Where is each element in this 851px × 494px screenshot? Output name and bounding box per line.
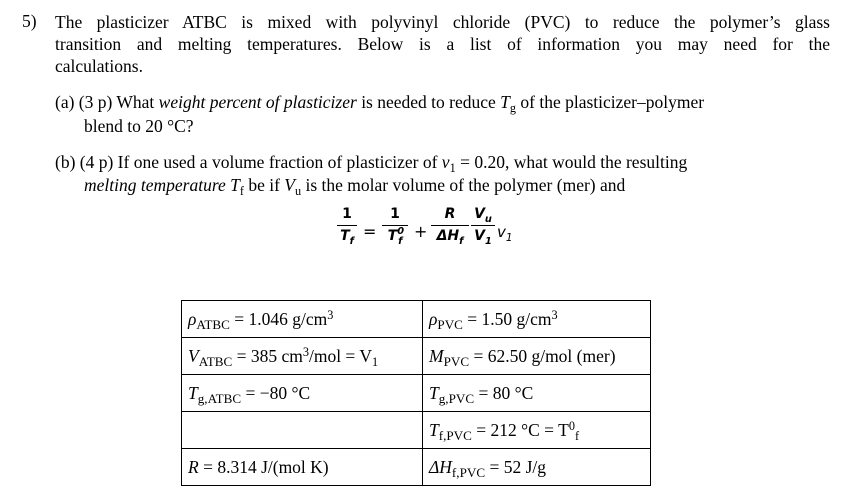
cell-value: = 1.046 g/cm — [229, 308, 328, 329]
part-a-symbol: T — [500, 92, 510, 112]
formula-lhs-num: 1 — [342, 206, 352, 222]
formula-t2-den: $\Delta H_f$ — [436, 228, 464, 247]
question-number: 5) — [22, 11, 37, 31]
cell-value: = 1.50 g/cm — [462, 308, 552, 329]
formula-term-2 — [431, 206, 469, 245]
part-a-line-1 — [55, 92, 830, 113]
part-b-line-1 — [55, 152, 687, 173]
question-intro-line-2: transition and melting temperatures. Below is a list of information you may need for the — [55, 34, 830, 54]
formula-t1-den: $T^0_f$ — [387, 226, 405, 247]
table-cell-left — [182, 449, 423, 486]
cell-superscript: 3 — [551, 307, 558, 322]
formula-t2-num: R — [444, 206, 456, 222]
cell-symbol: T — [429, 382, 439, 403]
part-a-text-end: of the plasticizer–polymer — [516, 92, 705, 112]
part-b-vu-sub: u — [295, 184, 302, 198]
formula-term-4: $v_1$ — [497, 223, 513, 244]
cell-symbol: V — [188, 345, 199, 366]
fraction-bar — [337, 225, 357, 226]
cell-tail-subscript: f — [574, 428, 580, 443]
part-a-symbol-sub: g — [509, 101, 517, 115]
cell-symbol: ΔH — [429, 456, 452, 477]
table-cell-left — [182, 375, 423, 412]
fraction-bar — [382, 225, 408, 226]
part-a-line-2: blend to 20 °C? — [84, 116, 194, 136]
formula-lhs-den: $T_f$ — [340, 228, 354, 247]
cell-subscript: PVC — [443, 353, 470, 369]
part-b-phi-value: = 0.20, what would the resulting — [455, 152, 688, 172]
part-b-label: (b) (4 p) If one used a volume fraction of plasticizer of — [55, 152, 442, 172]
formula-t1-num: 1 — [390, 206, 400, 222]
cell-value: = 62.50 g/mol (mer) — [469, 345, 616, 366]
cell-value: = 212 °C = T — [471, 419, 569, 440]
question-intro-line-3: calculations. — [55, 56, 143, 76]
cell-subscript: f,PVC — [451, 464, 486, 480]
cell-subscript: ATBC — [196, 316, 230, 332]
table-cell-left — [182, 412, 423, 449]
table-cell-right — [423, 449, 651, 486]
formula-equals: = — [363, 222, 377, 241]
cell-tail: /mol = V — [308, 345, 372, 366]
formula-lhs — [337, 206, 357, 245]
part-a-text: is needed to reduce — [356, 92, 501, 112]
melting-point-formula — [337, 206, 527, 264]
cell-value: = 385 cm — [232, 345, 303, 366]
cell-symbol: T — [429, 419, 439, 440]
cell-value: = 52 J/g — [485, 456, 546, 477]
table-cell-left — [182, 338, 423, 375]
formula-term-3 — [471, 206, 495, 245]
question-intro-line-1: The plasticizer ATBC is mixed with polyvinyl chloride (PVC) to reduce the polymer’s glass — [55, 12, 830, 32]
part-b-phi-sub: 1 — [449, 161, 456, 175]
table-cell-right — [423, 375, 651, 412]
cell-subscript: f,PVC — [438, 427, 472, 443]
data-table — [181, 300, 651, 486]
formula-term-1 — [382, 206, 408, 245]
cell-symbol: ρ — [429, 308, 438, 329]
formula-t3-num: $V_u$ — [474, 206, 492, 225]
table-row — [182, 338, 651, 375]
part-b-vu: V — [284, 175, 295, 195]
formula-plus: + — [414, 222, 428, 241]
cell-symbol: M — [429, 345, 444, 366]
cell-subscript: ATBC — [198, 353, 233, 369]
cell-superscript: 0 — [568, 418, 575, 433]
cell-value: = −80 °C — [241, 382, 311, 403]
fraction-bar — [431, 225, 469, 226]
cell-subscript: PVC — [437, 316, 463, 332]
cell-subscript: g,ATBC — [197, 390, 242, 406]
part-b-phi: v — [441, 152, 450, 172]
cell-value: = 80 °C — [474, 382, 534, 403]
part-b-text: be if — [243, 175, 285, 195]
table-row — [182, 375, 651, 412]
cell-superscript: 3 — [327, 307, 334, 322]
cell-superscript: 3 — [302, 344, 309, 359]
part-b-text-end: is the molar volume of the polymer (mer) and — [301, 175, 626, 195]
table-cell-right — [423, 301, 651, 338]
cell-symbol: ρ — [188, 308, 197, 329]
fraction-bar — [471, 225, 495, 226]
cell-tail-subscript: 1 — [372, 354, 379, 369]
formula-t3-den: $V_1$ — [474, 228, 492, 247]
cell-symbol: T — [188, 382, 198, 403]
part-a-label: (a) (3 p) What — [55, 92, 159, 112]
part-a-emphasis: weight percent of plasticizer — [158, 92, 357, 112]
cell-symbol: R — [188, 456, 199, 477]
cell-value: = 8.314 J/(mol K) — [198, 456, 329, 477]
table-cell-right — [423, 412, 651, 449]
table-row — [182, 301, 651, 338]
cell-subscript: g,PVC — [438, 390, 475, 406]
table-row — [182, 449, 651, 486]
table-cell-right — [423, 338, 651, 375]
table-cell-left — [182, 301, 423, 338]
part-b-emphasis-sub: f — [239, 184, 244, 198]
table-row — [182, 412, 651, 449]
part-b-line-2 — [84, 175, 625, 196]
part-b-emphasis: melting temperature T — [84, 175, 240, 195]
